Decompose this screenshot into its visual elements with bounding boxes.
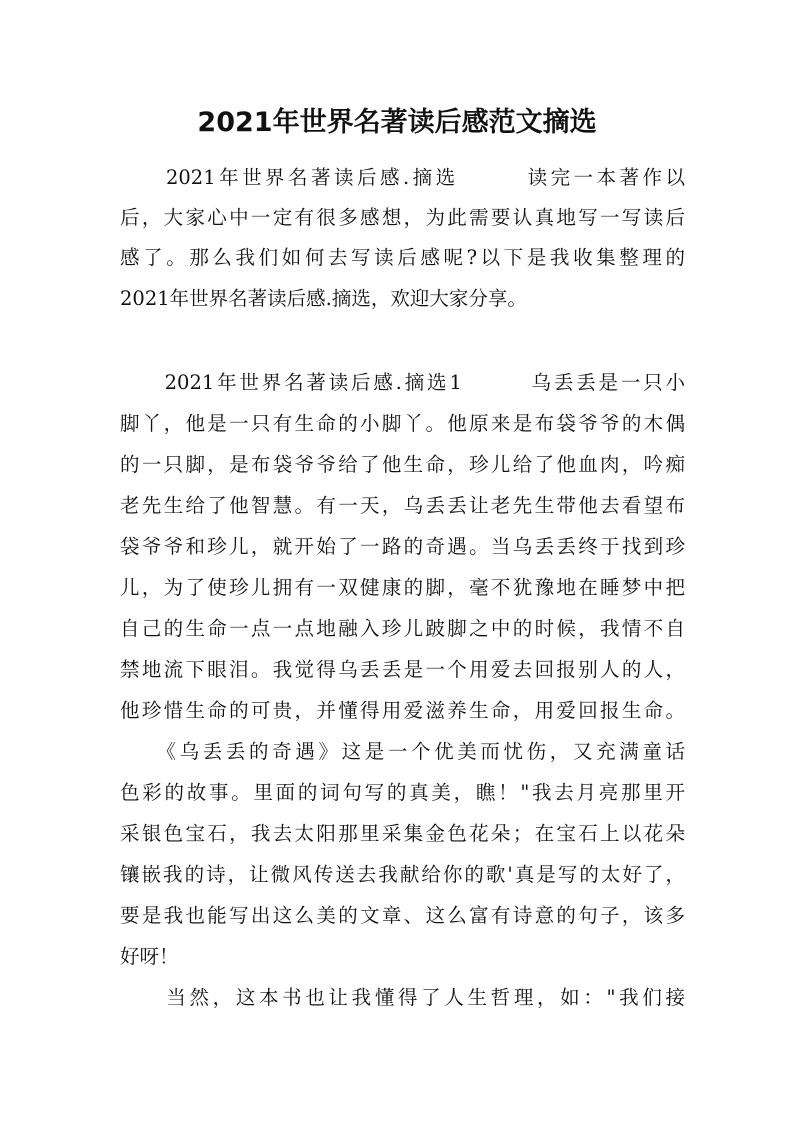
paragraph-line: 《乌丢丢的奇遇》这是一个优美而忧伤，又充满童话	[120, 740, 685, 763]
paragraph-line: 后，大家心中一定有很多感想，为此需要认真地写一写读后	[120, 206, 685, 229]
paragraph-line: 脚丫，他是一只有生命的小脚丫。他原来是布袋爷爷的木偶	[120, 412, 685, 435]
paragraph-line: 好呀！	[120, 945, 179, 968]
paragraph-line: 镶嵌我的诗，让微风传送去我献给你的歌'真是写的太好了，	[120, 863, 685, 886]
paragraph-line: 他珍惜生命的可贵，并懂得用爱滋养生命，用爱回报生命。	[120, 699, 685, 722]
paragraph-line: 感了。那么我们如何去写读后感呢?以下是我收集整理的	[120, 246, 685, 269]
paragraph-line: 采银色宝石，我去太阳那里采集金色花朵；在宝石上以花朵	[120, 822, 685, 845]
document-title: 2021年世界名著读后感范文摘选	[197, 107, 597, 138]
paragraph-line: 禁地流下眼泪。我觉得乌丢丢是一个用爱去回报别人的人，	[120, 658, 685, 681]
paragraph-line: 儿，为了使珍儿拥有一双健康的脚，毫不犹豫地在睡梦中把	[120, 576, 685, 599]
paragraph-line: 色彩的故事。里面的词句写的真美，瞧！"我去月亮那里开	[120, 781, 685, 804]
paragraph-line: 2021年世界名著读后感.摘选1 乌丢丢是一只小	[120, 371, 685, 394]
paragraph-line: 2021年世界名著读后感.摘选，欢迎大家分享。	[120, 287, 527, 310]
paragraph-line: 袋爷爷和珍儿，就开始了一路的奇遇。当乌丢丢终于找到珍	[120, 535, 685, 558]
paragraph-line: 要是我也能写出这么美的文章、这么富有诗意的句子，该多	[120, 904, 685, 927]
paragraph-line: 2021年世界名著读后感.摘选 读完一本著作以	[120, 166, 685, 189]
paragraph-line: 当然，这本书也让我懂得了人生哲理，如："我们接	[120, 986, 685, 1009]
paragraph-line: 自己的生命一点一点地融入珍儿跛脚之中的时候，我情不自	[120, 617, 685, 640]
paragraph-line: 的一只脚，是布袋爷爷给了他生命，珍儿给了他血肉，吟痴	[120, 453, 685, 476]
paragraph-line: 老先生给了他智慧。有一天，乌丢丢让老先生带他去看望布	[120, 494, 685, 517]
